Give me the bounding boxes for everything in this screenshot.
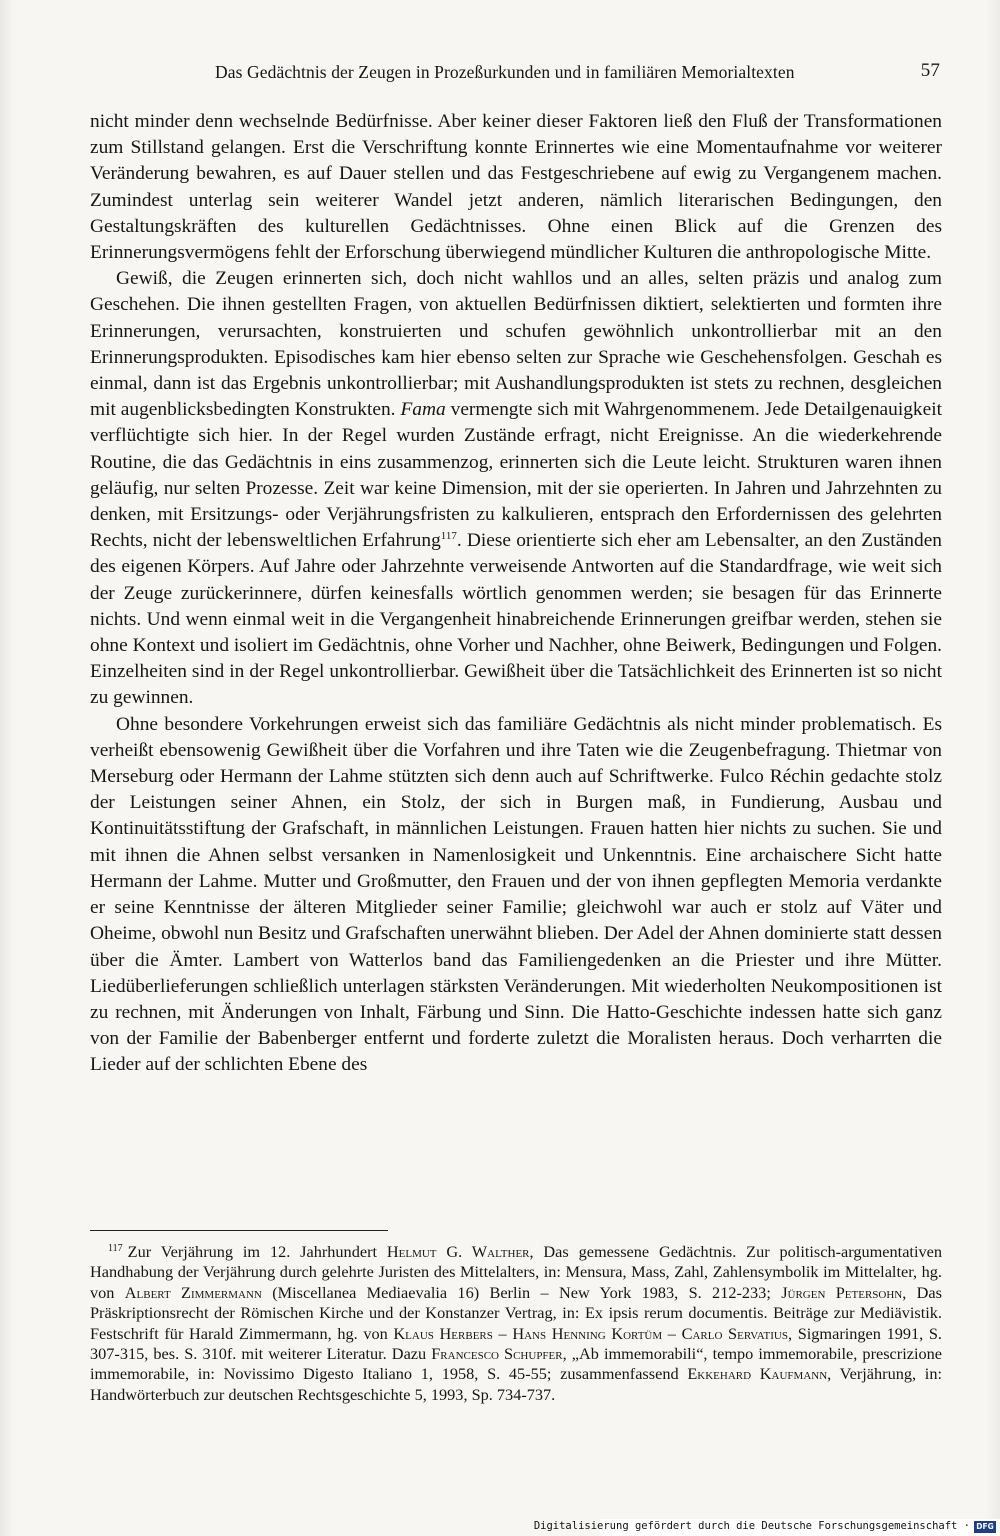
footnote-text: , Verjährung, in: Handwörterbuch zur deutschen Rechtsgeschichte 5, 1993, Sp. 734-737. bbox=[90, 1364, 942, 1404]
author-name: Hans Henning Kortüm bbox=[512, 1323, 663, 1343]
author-name: Ekkehard Kaufmann bbox=[687, 1364, 828, 1384]
page-number: 57 bbox=[920, 60, 940, 81]
footnote-text: (Miscellanea Mediaevalia 16) Berlin – New York 1983, S. 212-233; bbox=[261, 1282, 782, 1302]
paragraph-2 bbox=[90, 266, 942, 711]
footnote-reference[interactable]: 117 bbox=[440, 530, 457, 543]
fama-term: Fama bbox=[400, 399, 446, 421]
footnote-117 bbox=[90, 1242, 942, 1405]
paragraph-3: Ohne besondere Vorkehrungen erweist sich das familiäre Gedächtnis als nicht minder problematisch. Es verheißt ebensowenig Gewißheit über die Vorfahren und ihre Taten wie die Zeugenbefragung. Thietmar von Merseburg oder Hermann der Lahme stützten sich denn auch auf Schriftwerke. Fulco Réchin gedachte stolz der Leistungen seiner Ahnen, ein Stolz, der sich in Burgen maß, in Fundierung, Ausbau und Kontinuitätsstiftung der Grafschaft, in männlichen Leistungen. Frauen hatten hier nichts zu suchen. Sie und mit ihnen die Ahnen selbst versanken in Namenlosigkeit und Unkenntnis. Eine archaischere Sicht hatte Hermann der Lahme. Mutter und Großmutter, den Frauen und der von ihnen gepflegten Memoria verdankte er seine Kenntnisse der älteren Mitglieder seiner Familie; gleichwohl war auch er stolz auf Väter und Oheime, obwohl nun Besitz und Grafschaften unerwähnt blieben. Der Adel der Ahnen dominierte statt dessen über die Ämter. Lambert von Watterlos band das Familiengedenken an die Priester und ihre Mütter. Liedüberlieferungen schließlich unterlagen stärksten Veränderungen. Mit wiederholten Neukompositionen ist zu rechnen, mit Änderungen von Inhalt, Färbung und Sinn. Die Hatto-Geschichte indessen hatte sich ganz von der Familie der Babenberger entfernt und forderte zuletzt die Moralisten heraus. Doch verharrten die Lieder auf der schlichten Ebene des bbox=[90, 713, 942, 1076]
footnote-mark: 117 bbox=[108, 1243, 123, 1254]
footnote-text: – bbox=[492, 1323, 513, 1343]
footnote-text: , Das gemessene Gedächtnis. Zur politisch-argumentativen Handhabung der Verjährung durch gelehrte Juristen des Mittelalters, in: Mensura, Mass, Zahl, Zahlensymbolik im Mittelalter, hg. von bbox=[90, 1242, 942, 1302]
author-name: Klaus Herbers bbox=[393, 1323, 493, 1343]
digitization-note: Digitalisierung gefördert durch die Deutsche Forschungsgemeinschaft · bbox=[533, 1520, 970, 1532]
footnote-separator bbox=[90, 1230, 388, 1231]
paragraph-2-part-a: Gewiß, die Zeugen erinnerten sich, doch nicht wahllos und an alles, selten präzis und analog zum Geschehen. Die ihnen gestellten Fragen, von aktuellen Bedürfnissen diktiert, selektierten und formten ihre Erinnerungen, verursachten, konstruierten und schufen gewöhnlich unkontrollierbar mit an den Erinnerungsprodukten. Episodisches kam hier ebenso selten zur Sprache wie Geschehensfolgen. Geschah es einmal, dann ist das Ergebnis unkontrollierbar; mit Aushandlungsprodukten ist stets zu rechnen, desgleichen mit augenblicksbedingten Konstrukten. bbox=[90, 268, 942, 421]
paragraph-2-part-c: . Diese orientierte sich eher am Lebensalter, an den Zuständen des eigenen Körpers. Auf Jahre oder Jahrzehnte verweisende Antworten auf die Standardfrage, wie weit sich der Zeuge zurückerinnere, dürfen keinesfalls wörtlich genommen werden; sie besagen für das Erinnerte nichts. Und wenn einmal weit in die Vergangenheit hinabreichende Erinnerungen greifbar werden, stehen sie ohne Kontext und isoliert im Gedächtnis, ohne Vorher und Nachher, ohne Beiwerk, Bedingungen und Folgen. Einzelheiten sind in der Regel unkontrollierbar. Gewißheit über die Tatsächlichkeit des Erinnerten ist so nicht zu gewinnen. bbox=[90, 530, 942, 709]
main-text bbox=[90, 109, 942, 1079]
author-name: Jürgen Petersohn bbox=[781, 1282, 903, 1302]
running-title: Das Gedächtnis der Zeugen in Prozeßurkunden und in familiären Memorialtexten bbox=[215, 62, 795, 82]
paragraph-1: nicht minder denn wechselnde Bedürfnisse. Aber keiner dieser Faktoren ließ den Fluß der Transformationen zum Stillstand gelangen. Erst die Verschriftung konnte Erinnertes wie eine Momentaufnahme vor weiterer Veränderung bewahren, es auf Dauer stellen und das Festgeschriebene auf ewig zu Vergangenem machen. Zumindest unterlag sein weiterer Wandel jetzt anderen, nämlich literarischen Bedingungen, den Gestaltungskräften des kulturellen Gedächtnisses. Ohne einen Blick auf die Grenzen des Erinnerungsvermögens fehlt der Erforschung überwiegend mündlicher Kulturen die anthropologische Mitte. bbox=[90, 111, 942, 264]
dfg-logo: DFG bbox=[974, 1521, 996, 1533]
footnote-text: , Sigmaringen 1991, S. 307-315, bes. S. 310f. mit weiterer Literatur. Dazu bbox=[90, 1323, 942, 1364]
author-name: Carlo Servatius bbox=[681, 1323, 788, 1343]
footnote-text: Zur Verjährung im 12. Jahrhundert bbox=[127, 1242, 387, 1261]
footnote-text: , „Ab immemorabili“, tempo immemorabile, prescrizione immemorabile, in: Novissimo Digesto Italiano 1, 1958, S. 45-55; zusammenfassend bbox=[90, 1344, 942, 1384]
author-name: Albert Zimmermann bbox=[124, 1282, 262, 1302]
paragraph-2-part-b: vermengte sich mit Wahrgenommenem. Jede Detailgenauigkeit verflüchtigte sich hier. In der Regel wurden Zustände erfragt, nicht Ereignisse. An die wiederkehrende Routine, die das Gedächtnis in eins zusammenzog, erinnerten sich die Leute leicht. Strukturen waren ihnen geläufig, nur selten Prozesse. Zeit war keine Dimension, mit der sie operierten. In Jahren und Jahrzehnten zu denken, mit Ersitzungs- oder Verjährungsfristen zu kalkulieren, entsprach den Erfordernissen des gelehrten Rechts, nicht der lebensweltlichen Erfahrung bbox=[90, 399, 942, 552]
author-name: Helmut G. Walther bbox=[386, 1242, 530, 1261]
footnote-text: , Das Präskriptionsrecht der Römischen Kirche und der Konstanzer Vertrag, in: Ex ipsis rerum documentis. Beiträge zur Mediävistik. Festschrift für Harald Zimmermann, hg. von bbox=[90, 1282, 942, 1343]
author-name: Francesco Schupfer bbox=[431, 1344, 563, 1364]
footnote-text: – bbox=[662, 1323, 682, 1343]
